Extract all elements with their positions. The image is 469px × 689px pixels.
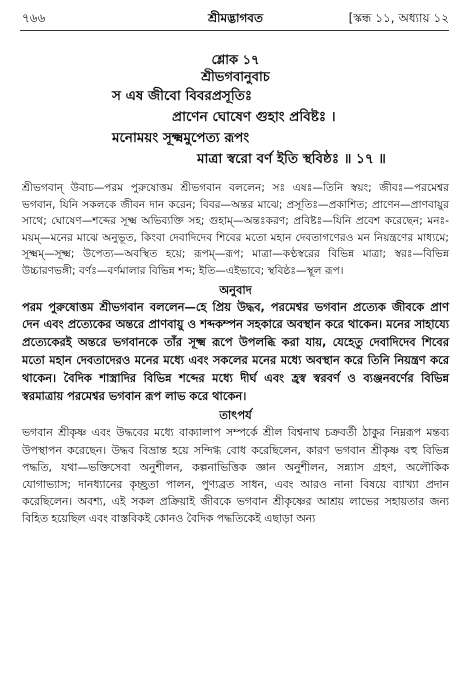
synonyms-paragraph: শ্রীভগবান্ উবাচ—পরম পুরুষোত্তম শ্রীভগবান বললেন; সঃ এষঃ—তিনি স্বয়ং; জীবঃ—পরমেশ্বর ভগবান, যিনি সকলকে জীবন দান করেন; বিবর—অন্তর মাঝে; প্রসূতিঃ—প্রকাশিত; প্রাণেন—প্রাণবায়ুর সাথে; ঘোষেণ—শব্দের সূক্ষ্ম অভিব্যক্তি সহ; গুহাম্—অন্তঃকরণ; প্রবিষ্টঃ—যিনি প্রবেশ করেছেন; মনঃ-ময়ম্—মনের মাঝে অনুভূত, কিংবা দেবাদিদেব শিবের মতো মহান দেবতাগণেরও মন নিয়ন্ত্রণের মাধ্যমে; সূক্ষ্মম্—সূক্ষ্ম; উপেত্য—অবস্থিত হয়ে; রূপম্—রূপ; মাত্রা—কণ্ঠস্বরের বিভিন্ন মাত্রা; স্বরঃ—বিভিন্ন উচ্চারণভঙ্গী; বর্ণঃ—বর্ণমালার বিভিন্ন শব্দ; ইতি—এইভাবে; স্থবিষ্ঠঃ—স্থূল রূপ।: [22, 182, 449, 277]
page-header: [22, 10, 449, 32]
translation-paragraph: পরম পুরুষোত্তম শ্রীভগবান বললেন—হে প্রিয় উদ্ধব, পরমেশ্বর ভগবান প্রত্যেক জীবকে প্রাণ দেন এবং প্রত্যেকের অন্তরে প্রাণবায়ু ও শব্দকম্পন সহকারে অবস্থান করে থাকেন। মনের সাহায্যে প্রত্যেকেরই অন্তরে ভগবানকে তাঁর সূক্ষ্ম রূপে উপলব্ধি করা যায়, যেহেতু দেবাদিদেব শিবের মতো মহান দেবতাদেরও মনের মধ্যে এবং সকলের মনের মধ্যে অবস্থান করে তিনি নিয়ন্ত্রণ করে থাকেন। বৈদিক শাস্ত্রাদির বিভিন্ন শব্দের মধ্যে দীর্ঘ এবং হ্রস্ব স্বরবর্ণ ও ব্যঞ্জনবর্ণের বিভিন্ন স্বরমাত্রায় পরমেশ্বর ভগবান রূপ লাভ করে থাকেন।: [22, 299, 449, 403]
chapter-reference: [স্কন্ধ ১১, অধ্যায় ১২: [348, 11, 449, 25]
verse-line: মাত্রা স্বরো বর্ণ ইতি স্থবিষ্ঠঃ ॥ ১৭ ॥: [197, 151, 386, 167]
purport-heading: তাৎপর্য: [219, 408, 252, 423]
header-rule: [20, 30, 449, 31]
book-title: শ্রীমদ্ভাগবত: [207, 11, 263, 25]
verse-line: প্রাণেন ঘোষেণ গুহাং প্রবিষ্টঃ ।: [172, 109, 336, 125]
page-number: ৭৬৬: [22, 11, 46, 25]
translation-heading: অনুবাদ: [219, 282, 252, 297]
purport-paragraph: ভগবান শ্রীকৃষ্ণ এবং উদ্ধবের মধ্যে বাক্যালাপ সম্পর্কে শ্রীল বিশ্বনাথ চক্রবর্তী ঠাকুর নিম্নরূপ মন্তব্য উপস্থাপন করেছেন। উদ্ধব বিভ্রান্ত হয়ে সন্দিগ্ধ বোধ করেছিলেন, কারণ ভগবান শ্রীকৃষ্ণ বহু বিভিন্ন পদ্ধতি, যথা—ভক্তিসেবা অনুশীলন, কল্পনাভিত্তিক জ্ঞান অনুশীলন, সন্ন্যাস গ্রহণ, অলৌকিক যোগাভ্যাস; দানধ্যানের কৃচ্ছ্রতা পালন, পুণ্যব্রত সাধন, এবং আরও নানা বিষয়ে ব্যাখ্যা প্রদান করেছিলেন। অবশ্য, এই সকল প্রক্রিয়াই জীবকে ভগবান শ্রীকৃষ্ণের আশ্রয় লাভের সহায়তার জন্য বিহিত হয়েছিল এবং বাস্তবিকই কোনও বৈদিক পদ্ধতিকেই এছাড়া অন্য: [22, 426, 449, 526]
verse-number: শ্লোক ১৭: [211, 53, 260, 68]
verse-line: স এষ জীবো বিবরপ্রসূতিঃ: [112, 88, 253, 104]
verse-speaker: শ্রীভগবানুবাচ: [201, 70, 270, 85]
verse-line: মনোময়ং সূক্ষ্মমুপেত্য রূপং: [112, 130, 250, 146]
